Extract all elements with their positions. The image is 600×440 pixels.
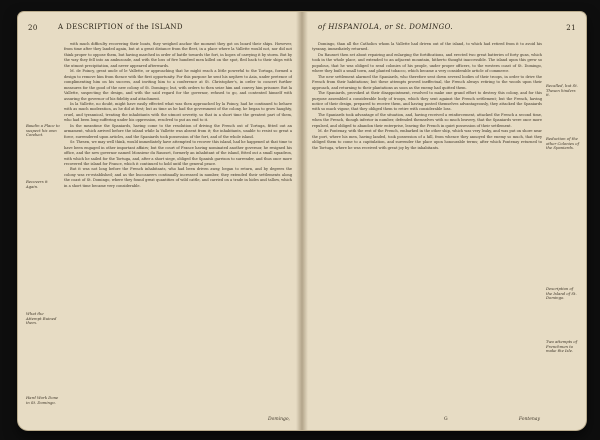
left-margin-note: Hard Work Done in St. Domingo. <box>26 395 59 405</box>
right-margin-note: Recalled, but St. Thesen hinders it. <box>546 83 578 98</box>
left-margin-note: What the Attempt Ruined them. <box>26 311 57 326</box>
paragraph: The new settlement alarmed the Spaniards, who therefore sent down several bodies of their troops, in order to drive the French from their habitations; but these attempts proved ineffectual, the French always retiring to the woods upon their approach, and returning to their plantations as soon as the enemy had quitted them. <box>312 74 542 90</box>
right-margin-note: Description of the Island of St. Domingo. <box>546 286 577 301</box>
left-running-head <box>26 22 292 36</box>
right-margin-note: Two attempts of Frenchmen to make the Isle. <box>546 339 578 354</box>
paragraph: M. de Fontenay, with the rest of the French, embarked in the other ship, which was very leaky, and was put on shore near the port, where his men, having landed, took possession of a hill, from whence they annoyed the enemy so much, that they obliged them to come to a capitulation, and surrender the place upon honourable terms; after which Fontenay returned to the Tortuga, where he was received with great joy by the inhabitants. <box>312 129 542 150</box>
paragraph: Domingo, than all the Catholics whom la Vallette had driven out of the island, to which had retired from it to avoid his tyranny, immediately returned. <box>312 42 542 52</box>
signature-mark: G <box>444 417 448 422</box>
paragraph: with much difficulty recovering their boats, they weighed anchor the moment they got on board their ships. However, from time after they landed again, but at a great distance from the fleet, in a place where la Vallette would not, nor did not think proper to oppose them, but having marched in order of battle towards the fort, in hopes of carrying it by storm. But by the way they fell into an ambuscade, and with the loss of five hundred men killed on the spot, fled back to their ships with the utmost precipitation, and never appeared afterwards. <box>64 42 292 68</box>
left-page-number: 20 <box>28 24 38 32</box>
left-catchword: Domingo, <box>268 417 290 422</box>
paragraph: Sr. Thesen, we may well think, would immediately have attempted to recover this island, had he happened at that time to have been engaged in other important affairs; but the court of France having nominated another governor, he resigned his office, and the new governor named Monsieur du Rausset, formerly an inhabitant of the island, fitted out a small squadron, with which he sailed for the Tortuga, and, after a short siege, obliged the Spanish garrison to surrender, and thus once more recovered the island for France, which it continued to hold until the general peace. <box>64 140 292 166</box>
paragraph: The Spaniards took advantage of the situation, and, having received a reinforcement, attacked the French a second time, when the French, though inferior in number, defended themselves with so much bravery, that the Spaniards were once more repulsed, and obliged to abandon their enterprise, leaving the French in quiet possession of their settlement. <box>312 112 542 128</box>
paragraph: In la Vallette, no doubt, might have easily effected what was then approached by la Poincy, had he continued to behave with as much moderation, as he did at first; but as time as he had the government of the colony, he began to grow haughty, cruel, and tyrannical, treating the inhabitants with the utmost severity, so that in a short time the greatest part of them, who had been long suffering under his oppression, resolved to put an end to it. <box>64 101 292 123</box>
paragraph: The Spaniards, provoked at their disappointment, resolved to make one grand effort to destroy this colony, and for this purpose assembled a considerable body of troops, which they sent against the French settlement; but the French, having notice of their design, prepared to receive them, and having posted themselves advantageously, they attacked the Spaniards with so much vigour, that they obliged them to retire with considerable loss. <box>312 91 542 112</box>
left-head-title: A DESCRIPTION of the ISLAND <box>58 23 183 31</box>
open-book <box>18 12 586 430</box>
right-catchword: Fontenay <box>518 417 540 422</box>
right-body-text <box>312 42 542 414</box>
right-page-number: 21 <box>566 24 576 32</box>
right-margin-note: Reduction of the other Colonies of the Spaniards. <box>546 136 579 151</box>
paragraph: But it was not long before the French inhabitants, who had been driven away, began to return, and by degrees the colony was re-established; and as the buccaneers continually increased in number, they extended their settlements along the coast of St. Domingo, where they found great quantities of wild cattle, and carried on a trade in hides and tallow, which in a short time became very considerable. <box>64 167 292 188</box>
paragraph: Du Rausset then set about repairing and enlarging the fortifications, and erected two great batteries of forty guns, which took in the whole place, and extended to an adjacent mountain, hitherto thought inaccessible. The island upon this grew so populous, that he was obliged to send colonies of his people, under proper officers, to the western coast of St. Domingo, where they built a small town, and planted tobacco, which became a very considerable article of commerce. <box>312 52 542 74</box>
right-running-head <box>312 22 578 36</box>
right-page <box>304 12 586 430</box>
left-page <box>18 12 300 430</box>
left-body-text <box>64 42 292 414</box>
paragraph: M. de Poincy, great uncle of le Vallette, or approaching that he might reach a little powerful to the Tortuga, formed a design to remove him from thence with the first opportunity. For this purpose he sent his nephew to Asia, under pretence of complimenting him on his success, and inviting him to a conference at St. Christopher's, in order to concert further measures for the good of the new colony of St. Domingo; but, with orders to then seize him and convey him prisoner. But la Vallette, suspecting the design, and with the said regard for the governor, refused to go, and contented himself with assuring the governor of his fidelity and attachment. <box>64 69 292 101</box>
left-margin-note: Baudin a Place to suspect his own Conduct. <box>26 123 60 138</box>
right-head-title: of HISPANIOLA, or St. DOMINGO. <box>318 23 453 31</box>
left-margin-note: Recovers it Again. <box>26 179 48 189</box>
paragraph: In the meantime the Spaniards, having come to the resolution of driving the French out of Tortuga, fitted out an armament, which arrived before the island while la Vallette was absent from it; the inhabitants, unable to resist so great a force, surrendered upon articles, and the Spaniards took possession of the fort, and of the whole island. <box>64 123 292 139</box>
